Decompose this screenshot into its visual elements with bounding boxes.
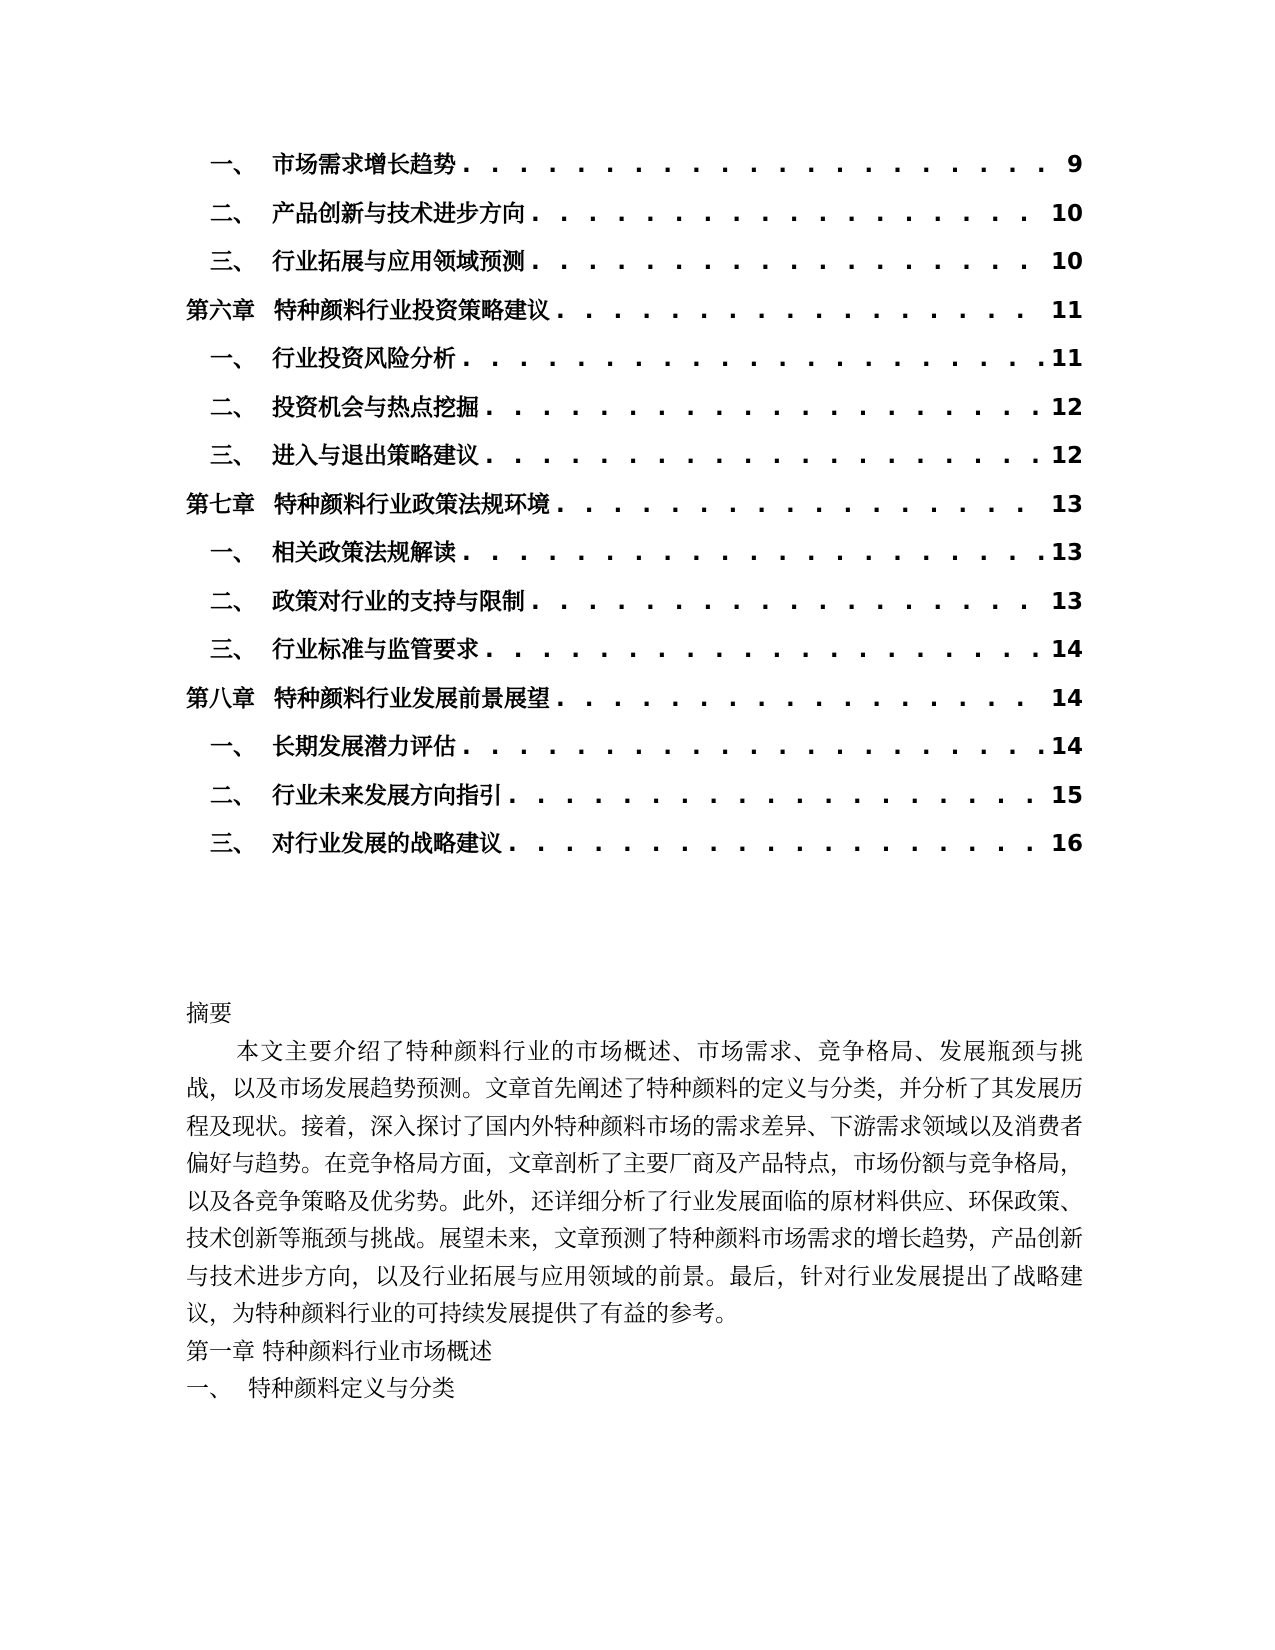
toc-entry-number: 二、 xyxy=(210,588,256,615)
toc-entry-page: 10 xyxy=(1050,200,1083,227)
toc-chapter-entry[interactable] xyxy=(186,486,1083,535)
toc-chapter-entry[interactable] xyxy=(186,292,1083,341)
abstract-section xyxy=(186,996,1083,1409)
toc-entry-page: 12 xyxy=(1050,443,1083,469)
toc-entry-number: 二、 xyxy=(210,782,256,809)
toc-entry-number: 三、 xyxy=(210,249,256,275)
toc-entry-page: 14 xyxy=(1050,734,1083,760)
toc-entry-number: 三、 xyxy=(210,637,256,663)
toc-leader-dots xyxy=(556,492,1045,518)
toc-entry-number: 一、 xyxy=(210,152,256,178)
toc-entry-number: 第八章 xyxy=(186,685,255,712)
toc-entry[interactable] xyxy=(186,340,1083,389)
section-heading xyxy=(186,1371,1083,1409)
toc-entry[interactable] xyxy=(186,389,1083,438)
toc-entry-page: 16 xyxy=(1050,831,1083,857)
toc-entry-page: 9 xyxy=(1066,152,1083,178)
toc-entry-title: 行业标准与监管要求 xyxy=(272,637,479,663)
toc-entry-title: 政策对行业的支持与限制 xyxy=(272,588,525,615)
toc-entry[interactable] xyxy=(186,631,1083,680)
toc-entry-page: 14 xyxy=(1050,637,1083,663)
toc-entry-page: 11 xyxy=(1050,297,1083,324)
toc-entry[interactable] xyxy=(186,146,1083,195)
toc-leader-dots xyxy=(556,686,1045,712)
toc-entry-page: 15 xyxy=(1050,782,1083,809)
toc-leader-dots xyxy=(531,249,1045,275)
toc-entry-number: 三、 xyxy=(210,831,256,857)
toc-entry-number: 第六章 xyxy=(186,297,255,324)
section-title: 特种颜料定义与分类 xyxy=(248,1376,455,1402)
abstract-heading: 摘要 xyxy=(186,1001,232,1027)
toc-entry-title: 相关政策法规解读 xyxy=(272,540,456,566)
toc-entry[interactable] xyxy=(186,728,1083,777)
toc-entry-number: 二、 xyxy=(210,394,256,421)
toc-entry-number: 第七章 xyxy=(186,491,255,518)
toc-entry-title: 进入与退出策略建议 xyxy=(272,443,479,469)
toc-leader-dots xyxy=(485,443,1045,469)
toc-entry-page: 11 xyxy=(1050,346,1083,372)
toc-entry[interactable] xyxy=(186,243,1083,292)
toc-entry[interactable] xyxy=(186,437,1083,486)
toc-leader-dots xyxy=(508,831,1045,857)
toc-entry-page: 13 xyxy=(1050,540,1083,566)
toc-entry-number: 一、 xyxy=(210,540,256,566)
toc-entry[interactable] xyxy=(186,534,1083,583)
toc-entry[interactable] xyxy=(186,825,1083,874)
toc-entry-number: 二、 xyxy=(210,200,256,227)
toc-chapter-entry[interactable] xyxy=(186,680,1083,729)
toc-entry-title: 投资机会与热点挖掘 xyxy=(272,394,479,421)
toc-entry-title: 市场需求增长趋势 xyxy=(272,152,456,178)
toc-leader-dots xyxy=(556,298,1045,324)
toc-entry[interactable] xyxy=(186,195,1083,244)
toc-leader-dots xyxy=(462,734,1045,760)
toc-entry-title: 行业拓展与应用领域预测 xyxy=(272,249,525,275)
toc-leader-dots xyxy=(462,152,1061,178)
toc-entry-number: 一、 xyxy=(210,734,256,760)
toc-entry-page: 10 xyxy=(1050,249,1083,275)
toc-entry-title: 行业投资风险分析 xyxy=(272,346,456,372)
toc-leader-dots xyxy=(508,783,1045,809)
toc-entry-title: 对行业发展的战略建议 xyxy=(272,831,502,857)
abstract-body: 本文主要介绍了特种颜料行业的市场概述、市场需求、竞争格局、发展瓶颈与挑战，以及市场发展趋势预测。文章首先阐述了特种颜料的定义与分类，并分析了其发展历程及现状。接着，深入探讨了国内外特种颜料市场的需求差异、下游需求领域以及消费者偏好与趋势。在竞争格局方面，文章剖析了主要厂商及产品特点，市场份额与竞争格局，以及各竞争策略及优劣势。此外，还详细分析了行业发展面临的原材料供应、环保政策、技术创新等瓶颈与挑战。展望未来，文章预测了特种颜料市场需求的增长趋势，产品创新与技术进步方向，以及行业拓展与应用领域的前景。最后，针对行业发展提出了战略建议，为特种颜料行业的可持续发展提供了有益的参考。 xyxy=(186,1038,1083,1327)
toc-entry-title: 长期发展潜力评估 xyxy=(272,734,456,760)
toc-entry-title: 特种颜料行业发展前景展望 xyxy=(274,685,550,712)
toc-leader-dots xyxy=(531,589,1045,615)
toc-entry-page: 12 xyxy=(1050,394,1083,421)
toc-leader-dots xyxy=(485,395,1045,421)
toc-leader-dots xyxy=(531,201,1045,227)
toc-entry-number: 一、 xyxy=(210,346,256,372)
toc-entry[interactable] xyxy=(186,777,1083,826)
toc-entry[interactable] xyxy=(186,583,1083,632)
toc-entry-page: 14 xyxy=(1050,685,1083,712)
section-number: 一、 xyxy=(186,1376,232,1402)
toc-leader-dots xyxy=(462,346,1045,372)
toc-leader-dots xyxy=(485,637,1045,663)
toc-entry-number: 三、 xyxy=(210,443,256,469)
toc-entry-title: 特种颜料行业投资策略建议 xyxy=(274,297,550,324)
chapter-heading: 第一章 特种颜料行业市场概述 xyxy=(186,1338,493,1365)
table-of-contents xyxy=(186,146,1083,874)
toc-entry-title: 产品创新与技术进步方向 xyxy=(272,200,525,227)
toc-entry-page: 13 xyxy=(1050,588,1083,615)
toc-entry-title: 行业未来发展方向指引 xyxy=(272,782,502,809)
toc-entry-title: 特种颜料行业政策法规环境 xyxy=(274,491,550,518)
toc-leader-dots xyxy=(462,540,1045,566)
toc-entry-page: 13 xyxy=(1050,491,1083,518)
